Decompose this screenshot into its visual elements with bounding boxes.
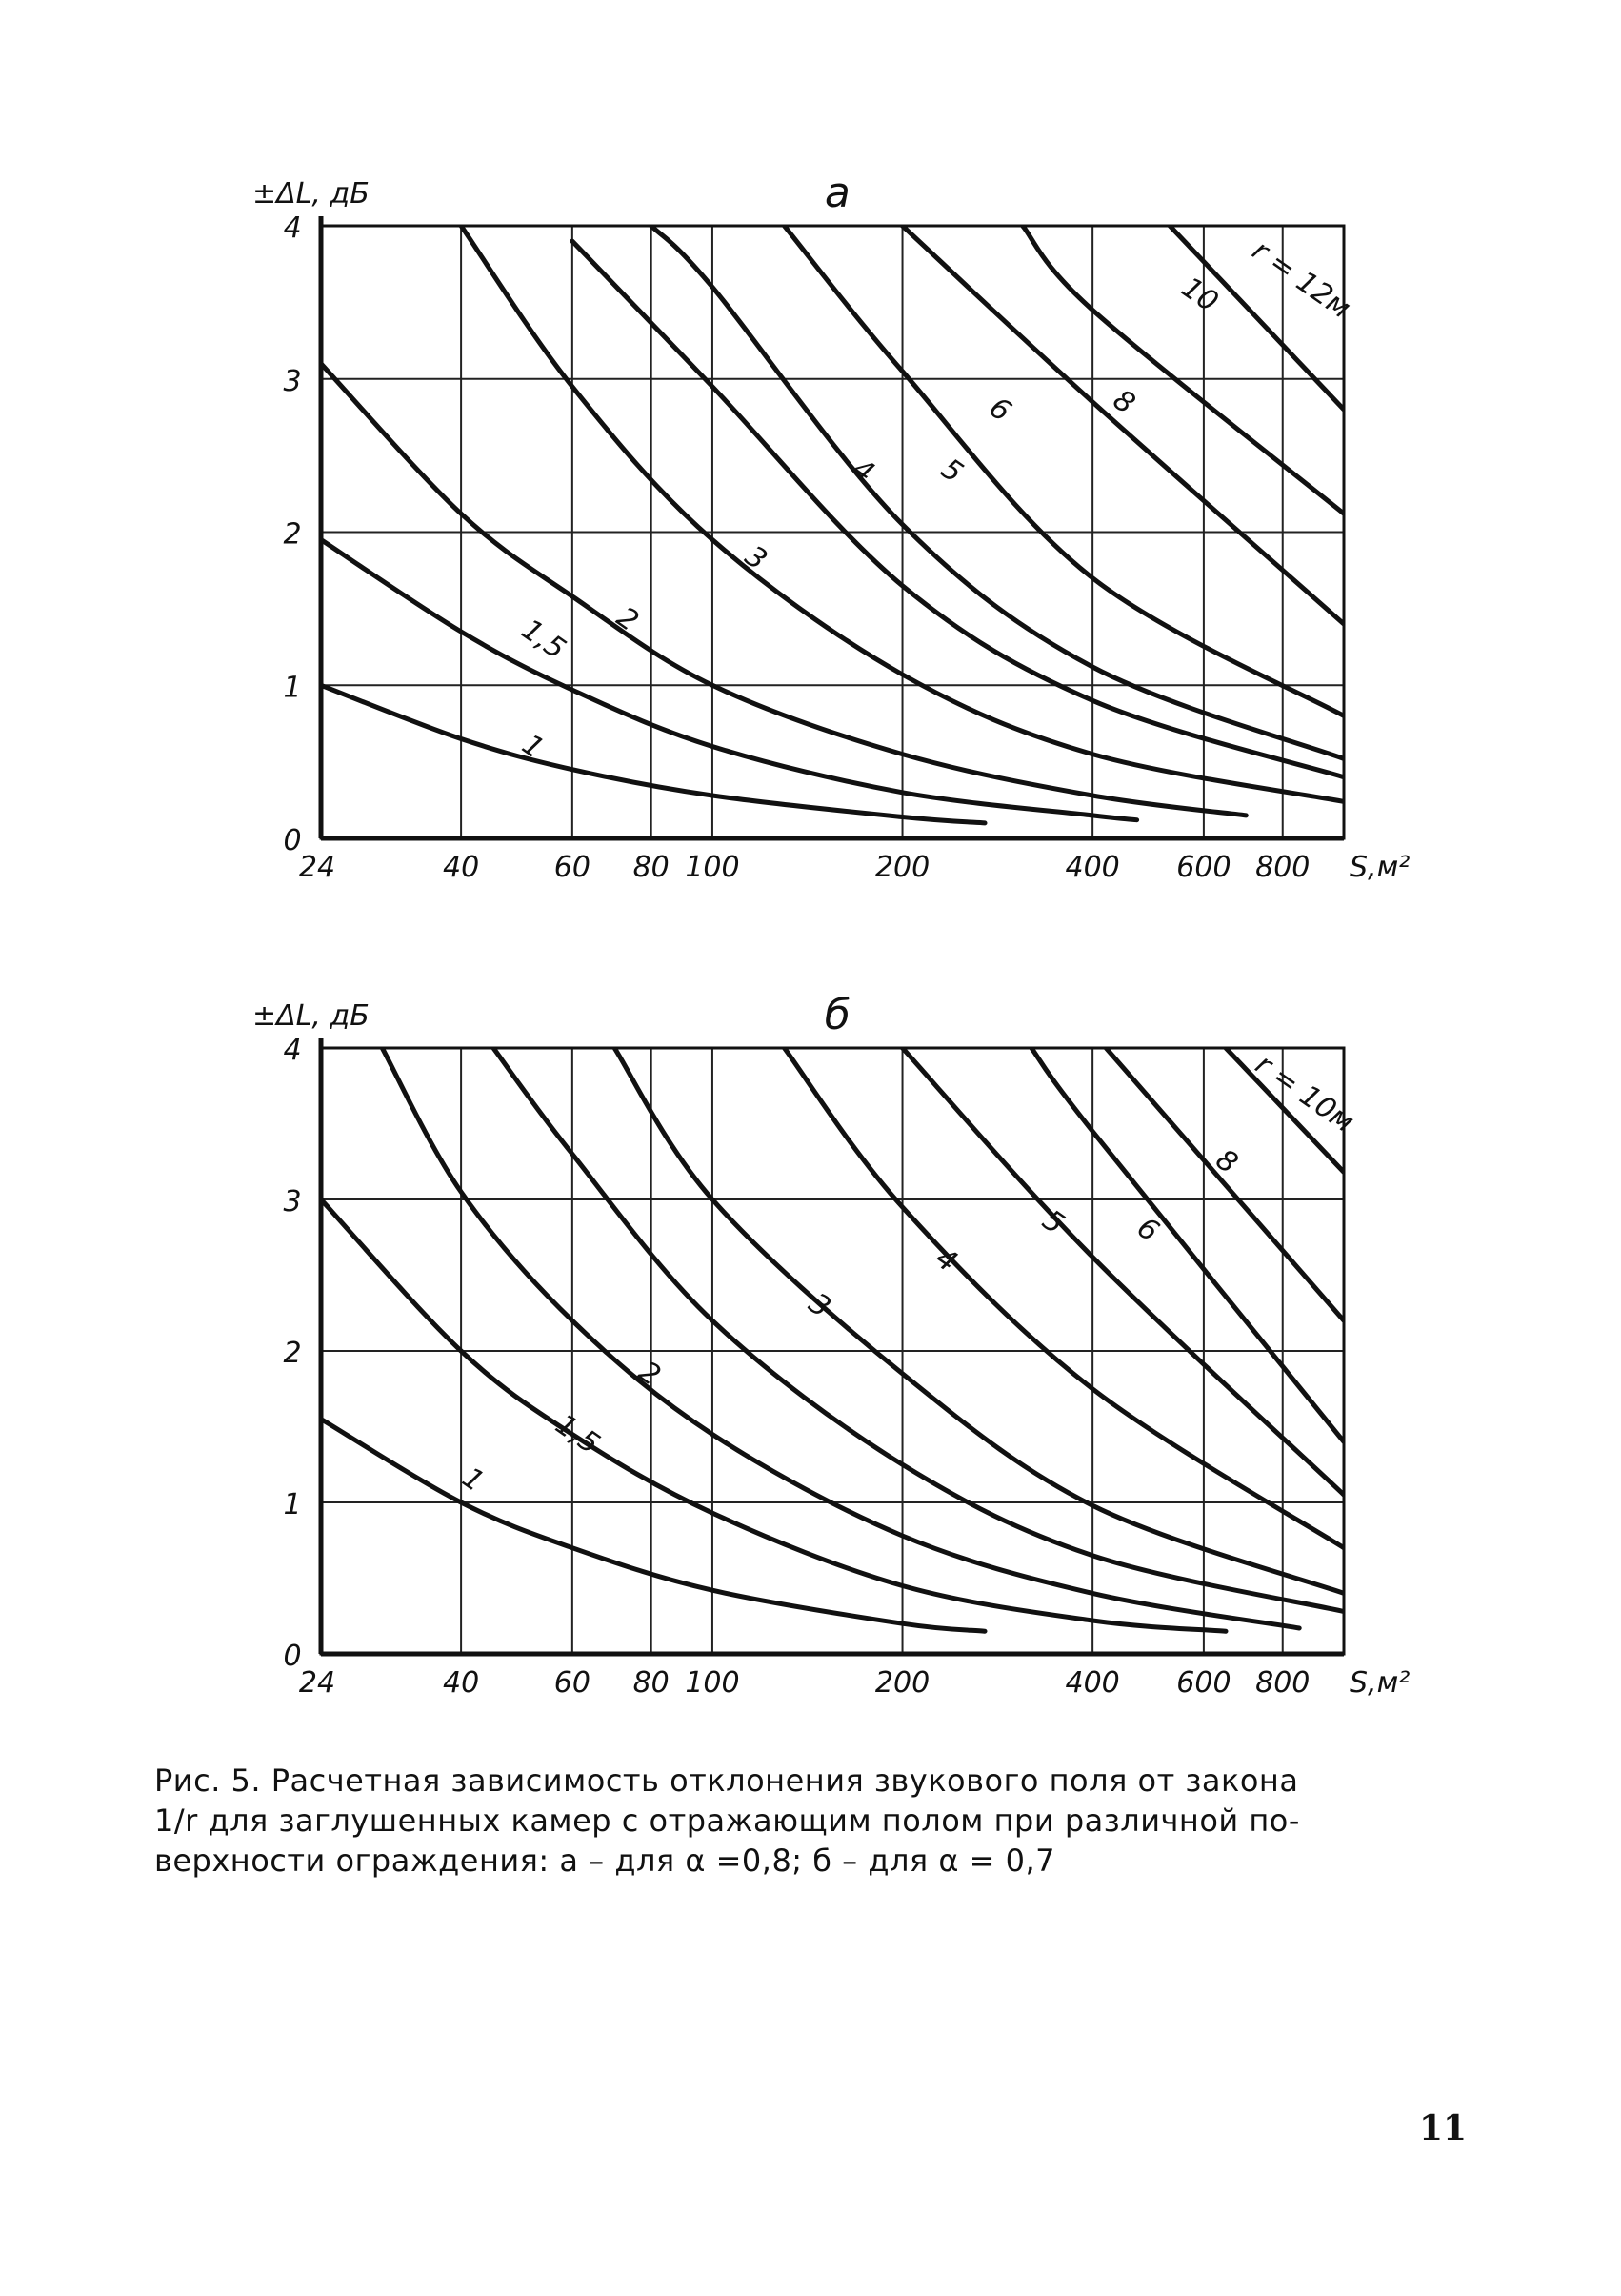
series-label-2: 2 [610,600,645,639]
chart-panel-b [252,991,1410,1700]
series-curve-2 [382,1048,1299,1628]
x-tick-label: 200 [874,1666,931,1700]
series-label-4: 4 [846,452,881,491]
x-tick-label: 24 [298,1666,336,1700]
x-tick-label: 100 [685,851,740,884]
series-curve-1 [321,685,985,823]
y-tick-label: 0 [283,1640,302,1673]
x-tick-label: 600 [1176,851,1231,884]
chart-panel-a [252,169,1410,884]
x-tick-label: 600 [1176,1666,1231,1700]
x-tick-label: 40 [443,851,480,884]
series-label-8: 8 [1210,1142,1244,1181]
series-label-6: 6 [983,391,1017,429]
x-tick-label: 40 [443,1666,480,1700]
series-curve-1 [321,1420,985,1632]
x-tick-label: 400 [1065,851,1120,884]
y-tick-label: 1 [283,1488,302,1521]
x-axis-title: S,м² [1350,851,1411,884]
series-label-2: 2 [631,1355,667,1393]
y-tick-label: 2 [283,1337,302,1370]
y-tick-label: 4 [283,1034,302,1067]
x-tick-label: 80 [632,1666,670,1700]
series-label-3: 3 [802,1286,837,1325]
series-curve-5 [785,1048,1345,1548]
x-tick-label: 60 [553,1666,590,1700]
caption-line-3: верхности ограждения: а – для α =0,8; б – для α = 0,7 [154,1843,1055,1879]
x-tick-label: 24 [298,851,336,884]
x-tick-label: 800 [1255,851,1311,884]
series-curve-4 [572,241,1344,777]
page-number: 11 [1419,2108,1468,2148]
series-curve-1.5 [321,540,1137,820]
series-label-1: 1 [515,727,550,766]
series-label-5: 5 [934,452,970,491]
panel-label: а [824,169,851,217]
y-axis-title: ±ΔL, дБ [252,177,370,211]
series-label-3: 3 [738,539,773,577]
y-axis-title: ±ΔL, дБ [252,999,370,1033]
series-curve-8 [903,226,1345,624]
series-curve-4 [614,1048,1344,1593]
series-label-5: 5 [1035,1203,1071,1241]
x-tick-label: 800 [1255,1666,1311,1700]
x-tick-label: 100 [685,1666,740,1700]
x-tick-label: 400 [1065,1666,1120,1700]
y-tick-label: 1 [283,671,302,705]
panel-label: б [824,991,851,1039]
figure-caption [154,1761,1478,1881]
series-label-12: r = 12м [1246,233,1357,326]
x-tick-label: 200 [874,851,931,884]
series-label-4: 4 [929,1240,964,1279]
caption-line-1: Рис. 5. Расчетная зависимость отклонения звукового поля от закона [154,1762,1299,1799]
series-label-6: 6 [1131,1211,1165,1249]
y-tick-label: 3 [283,364,302,398]
series-label-1.5: 1,5 [514,613,572,667]
series-label-12: r = 10м [1249,1047,1360,1139]
x-axis-title: S,м² [1350,1666,1411,1700]
series-label-1: 1 [455,1460,490,1500]
y-tick-label: 2 [283,517,302,552]
caption-line-2: 1/r для заглушенных камер с отражающим полом при различной по- [154,1803,1300,1839]
series-curve-5 [651,226,1344,758]
y-tick-label: 3 [283,1185,302,1218]
x-tick-label: 60 [553,851,590,884]
y-tick-label: 4 [283,211,302,245]
series-label-8: 8 [1107,383,1141,421]
x-tick-label: 80 [632,851,670,884]
y-tick-label: 0 [283,824,302,857]
series-label-10: 10 [1174,271,1225,319]
series-curve-3 [493,1048,1344,1612]
series-label-1.5: 1,5 [549,1407,606,1461]
